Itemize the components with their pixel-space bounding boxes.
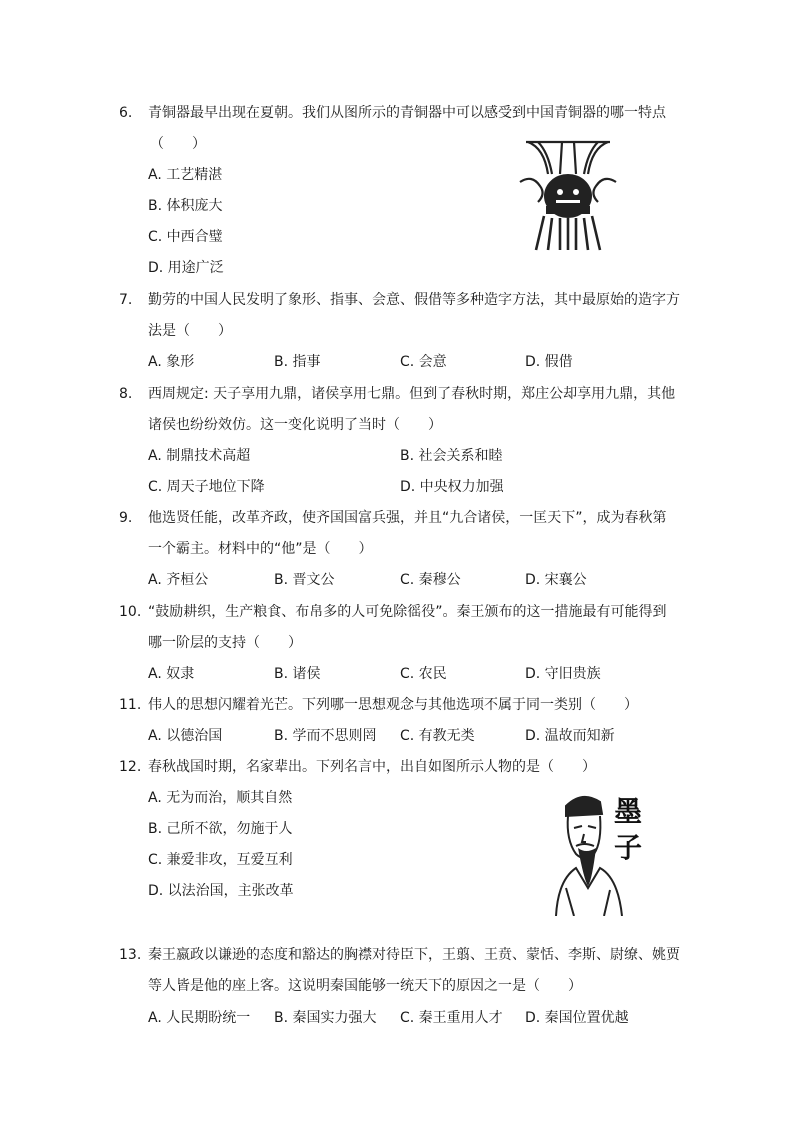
question-stem: 勤劳的中国人民发明了象形、指事、会意、假借等多种造字方法，其中最原始的造字方 [148, 292, 680, 308]
option-c[interactable]: C. 农民 [400, 666, 447, 682]
option-c[interactable]: C. 有教无类 [400, 728, 475, 744]
option-c[interactable]: C. 秦王重用人才 [400, 1010, 503, 1026]
question-number: 9. [119, 510, 133, 526]
option-d[interactable]: D. 宋襄公 [525, 572, 587, 588]
option-a[interactable]: A. 奴隶 [148, 666, 195, 682]
question-stem-cont: 一个霸主。材料中的“他”是（ ） [148, 541, 373, 557]
question-number: 6. [119, 105, 133, 121]
question-number: 13. [119, 947, 142, 963]
option-d[interactable]: D. 守旧贵族 [525, 666, 601, 682]
option-c[interactable]: C. 兼爱非攻，互爱互利 [148, 852, 293, 868]
option-a[interactable]: A. 工艺精湛 [148, 167, 223, 183]
question-number: 8. [119, 386, 133, 402]
option-c[interactable]: C. 周天子地位下降 [148, 479, 265, 495]
option-d[interactable]: D. 温故而知新 [525, 728, 615, 744]
option-a[interactable]: A. 齐桓公 [148, 572, 209, 588]
question-stem-cont: 哪一阶层的支持（ ） [148, 635, 302, 651]
option-b[interactable]: B. 学而不思则罔 [274, 728, 377, 744]
question-stem-cont: 等人皆是他的座上客。这说明秦国能够一统天下的原因之一是（ ） [148, 978, 582, 994]
question-number: 11. [119, 697, 142, 713]
question-stem: 他选贤任能，改革齐政，使齐国国富兵强，并且“九合诸侯，一匡天下”，成为春秋第 [148, 510, 667, 526]
question-stem: 青铜器最早出现在夏朝。我们从图所示的青铜器中可以感受到中国青铜器的哪一特点 [148, 105, 666, 121]
option-d[interactable]: D. 用途广泛 [148, 260, 224, 276]
option-b[interactable]: B. 诸侯 [274, 666, 321, 682]
option-b[interactable]: B. 晋文公 [274, 572, 335, 588]
question-stem-cont: 法是（ ） [148, 323, 232, 339]
option-b[interactable]: B. 指事 [274, 354, 321, 370]
question-stem: 伟人的思想闪耀着光芒。下列哪一思想观念与其他选项不属于同一类别（ ） [148, 697, 638, 713]
question-number: 10. [119, 604, 142, 620]
option-c[interactable]: C. 会意 [400, 354, 447, 370]
mozi-portrait-image [552, 788, 644, 916]
question-stem: 秦王嬴政以谦逊的态度和豁达的胸襟对待臣下，王翦、王贲、蒙恬、李斯、尉缭、姚贾 [148, 947, 680, 963]
bronze-vessel-image [516, 134, 620, 254]
option-b[interactable]: B. 秦国实力强大 [274, 1010, 377, 1026]
question-stem: 春秋战国时期，名家辈出。下列名言中，出自如图所示人物的是（ ） [148, 759, 596, 775]
option-a[interactable]: A. 人民期盼统一 [148, 1010, 251, 1026]
question-number: 7. [119, 292, 133, 308]
option-d[interactable]: D. 秦国位置优越 [525, 1010, 629, 1026]
option-c[interactable]: C. 秦穆公 [400, 572, 461, 588]
option-a[interactable]: A. 以德治国 [148, 728, 223, 744]
option-d[interactable]: D. 以法治国，主张改革 [148, 883, 294, 899]
option-a[interactable]: A. 象形 [148, 354, 195, 370]
answer-blank: （ ） [150, 136, 206, 152]
option-a[interactable]: A. 无为而治，顺其自然 [148, 790, 293, 806]
question-stem: 西周规定: 天子享用九鼎，诸侯享用七鼎。但到了春秋时期，郑庄公却享用九鼎，其他 [148, 386, 676, 402]
option-b[interactable]: B. 体积庞大 [148, 198, 223, 214]
option-c[interactable]: C. 中西合璧 [148, 229, 223, 245]
option-b[interactable]: B. 社会关系和睦 [400, 448, 503, 464]
option-d[interactable]: D. 假借 [525, 354, 573, 370]
question-number: 12. [119, 759, 142, 775]
question-stem: “鼓励耕织，生产粮食、布帛多的人可免除徭役”。秦王颁布的这一措施最有可能得到 [148, 604, 667, 620]
mozi-caption: 墨子 [614, 795, 643, 864]
option-b[interactable]: B. 己所不欲，勿施于人 [148, 821, 293, 837]
question-stem-cont: 诸侯也纷纷效仿。这一变化说明了当时（ ） [148, 417, 442, 433]
option-d[interactable]: D. 中央权力加强 [400, 479, 504, 495]
option-a[interactable]: A. 制鼎技术高超 [148, 448, 251, 464]
